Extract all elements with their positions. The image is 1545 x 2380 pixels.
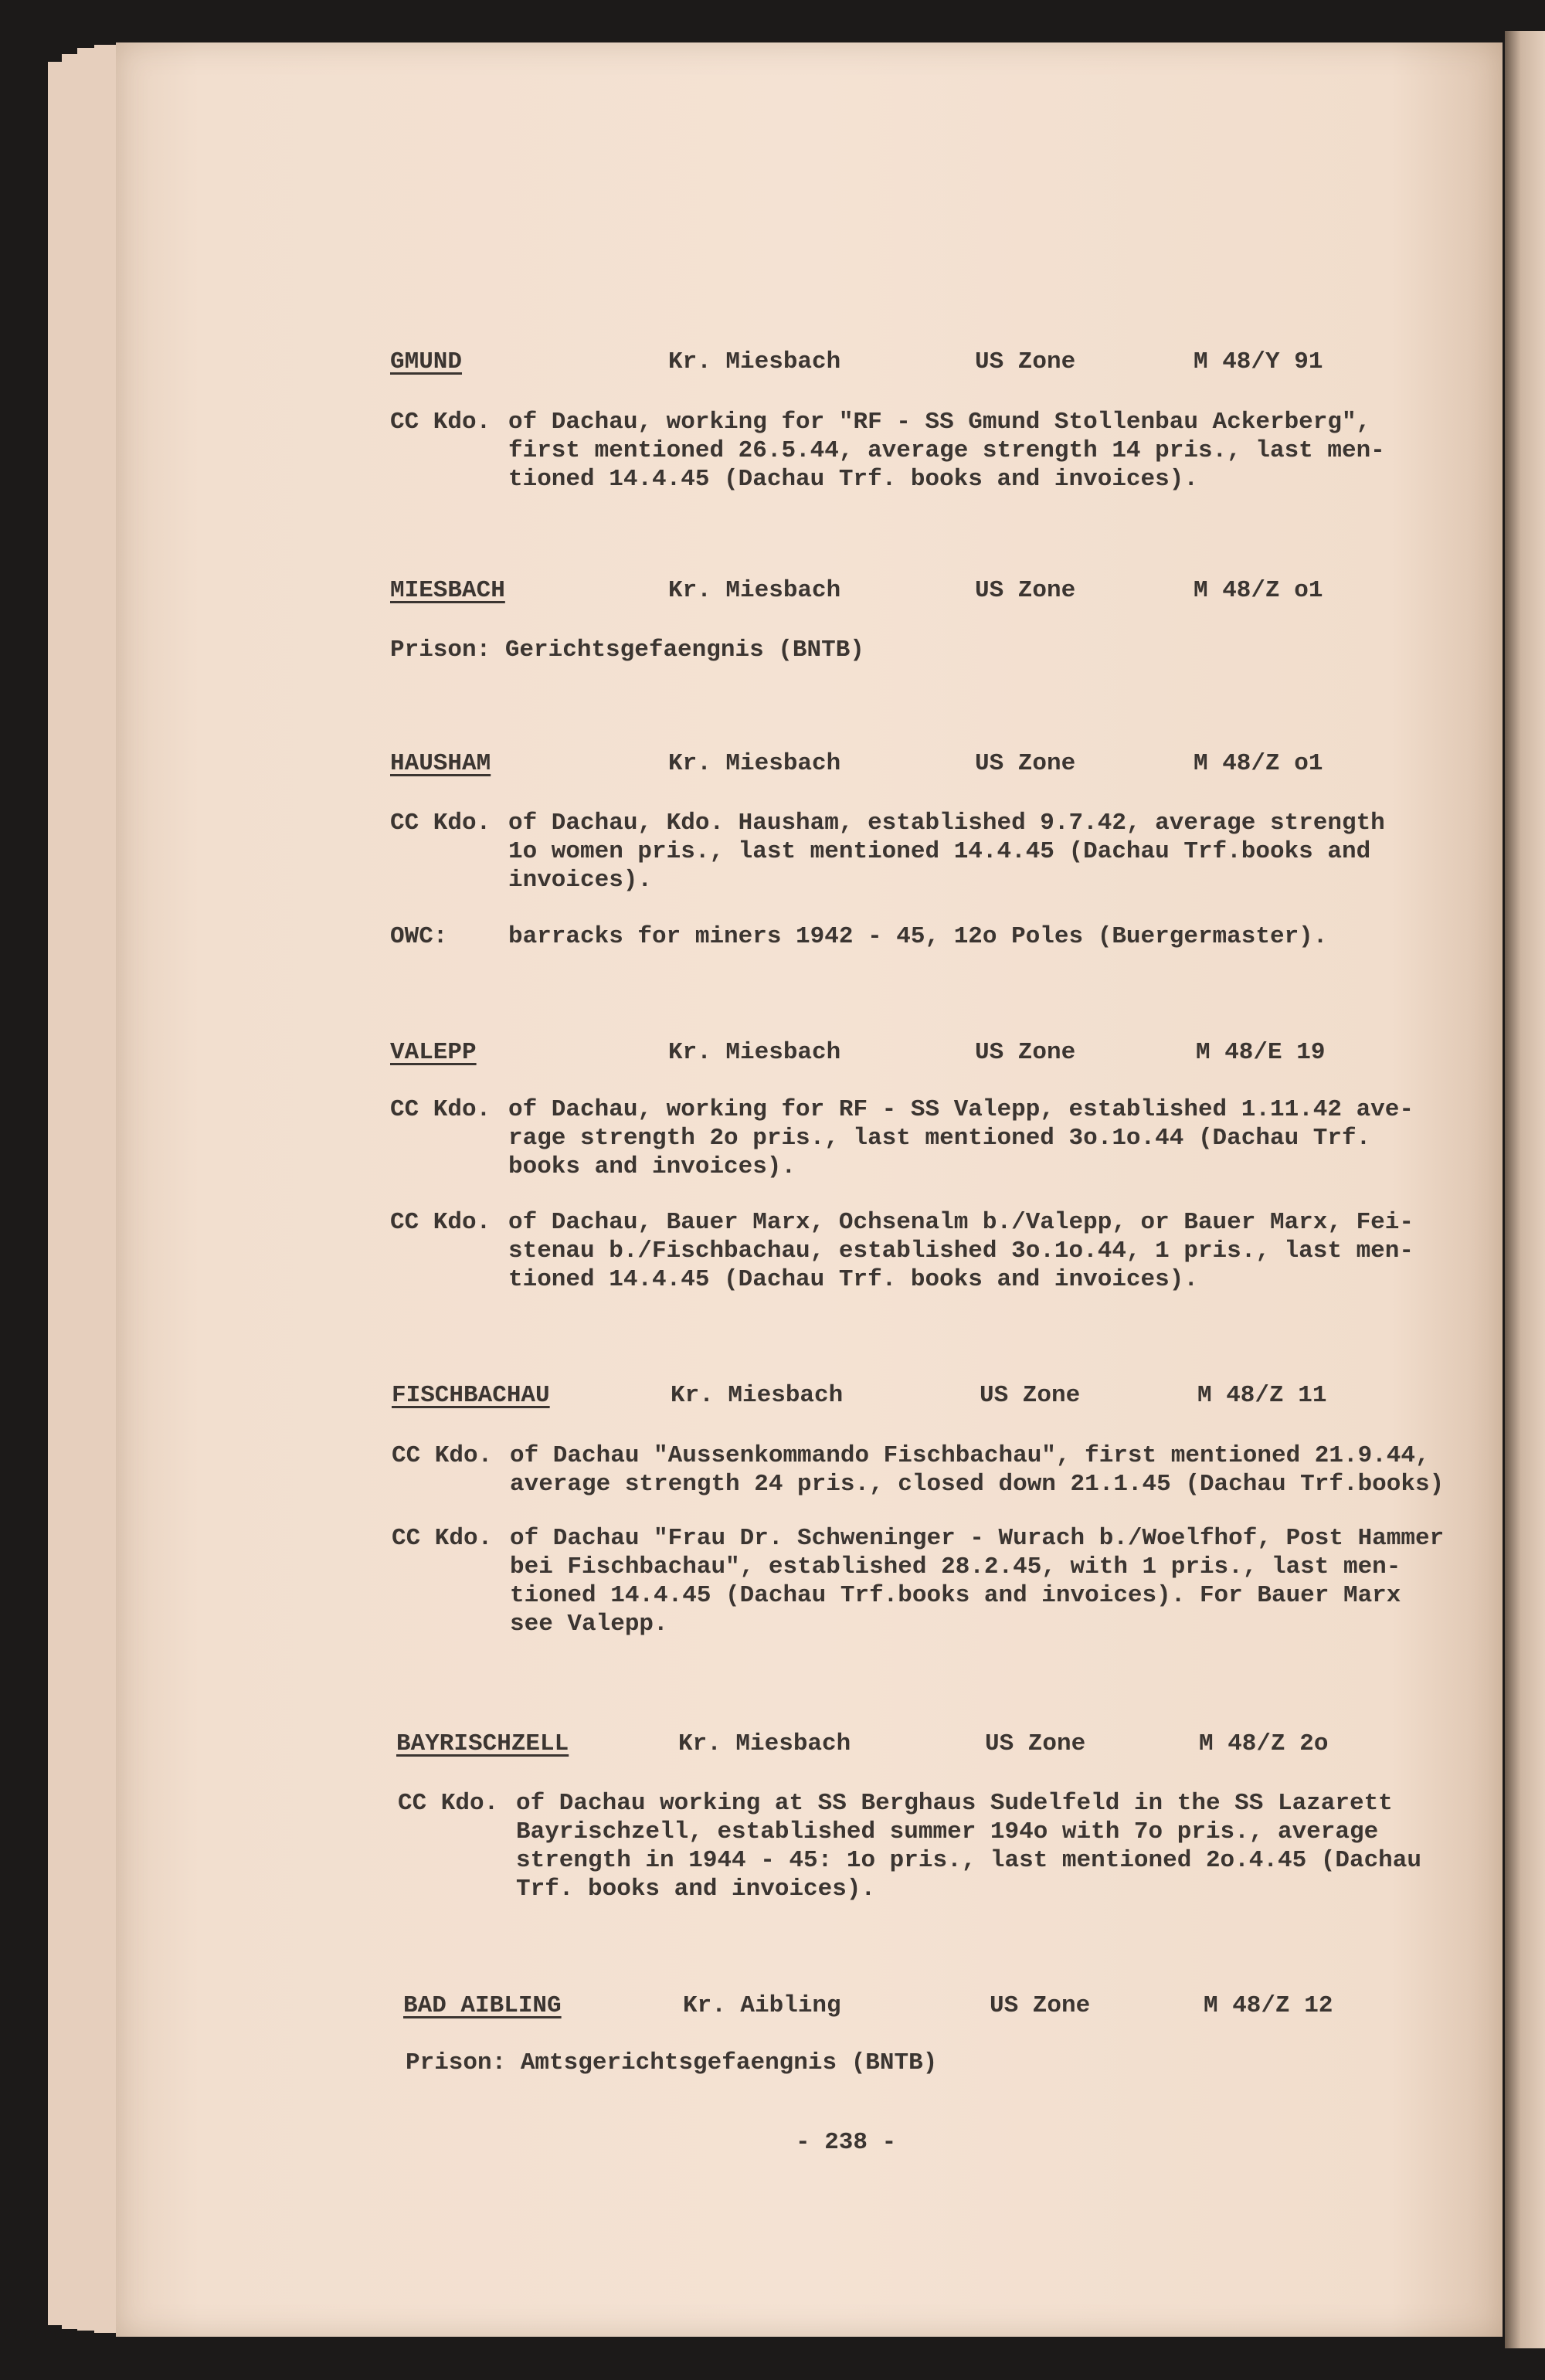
item-label: CC Kdo. xyxy=(392,1525,493,1552)
place-name: GMUND xyxy=(390,348,463,375)
text-line: invoices). xyxy=(508,867,653,894)
place-name: FISCHBACHAU xyxy=(392,1382,550,1409)
text-line: of Dachau "Frau Dr. Schweninger - Wurach b./Woelfhof, Post Hammer xyxy=(510,1525,1445,1552)
map-code: M 48/E 19 xyxy=(1196,1039,1326,1066)
text-line: average strength 24 pris., closed down 21.1.45 (Dachau Trf.books) xyxy=(510,1471,1445,1498)
district: Kr. Miesbach xyxy=(668,577,841,604)
item-label: CC Kdo. xyxy=(390,1209,491,1236)
zone: US Zone xyxy=(975,348,1076,375)
zone: US Zone xyxy=(985,1730,1086,1757)
map-code: M 48/Z 2o xyxy=(1199,1730,1329,1757)
text-line: strength in 1944 - 45: 1o pris., last mentioned 2o.4.45 (Dachau xyxy=(516,1847,1421,1874)
zone: US Zone xyxy=(975,577,1076,604)
text-line: of Dachau, working for RF - SS Valepp, established 1.11.42 ave- xyxy=(508,1096,1414,1123)
text-line: Bayrischzell, established summer 194o with 7o pris., average xyxy=(516,1818,1379,1845)
text-line: rage strength 2o pris., last mentioned 3o.1o.44 (Dachau Trf. xyxy=(508,1125,1371,1152)
text-line: 1o women pris., last mentioned 14.4.45 (Dachau Trf.books and xyxy=(508,838,1371,865)
item-label: CC Kdo. xyxy=(390,409,491,436)
text-line: see Valepp. xyxy=(510,1611,668,1638)
district: Kr. Miesbach xyxy=(668,750,841,777)
text-line: barracks for miners 1942 - 45, 12o Poles (Buergermaster). xyxy=(508,923,1328,950)
zone: US Zone xyxy=(975,750,1076,777)
text-line: of Dachau, working for "RF - SS Gmund Stollenbau Ackerberg", xyxy=(508,409,1371,436)
text-line: tioned 14.4.45 (Dachau Trf.books and invoices). For Bauer Marx xyxy=(510,1582,1401,1609)
place-name: HAUSHAM xyxy=(390,750,491,777)
text-line: bei Fischbachau", established 28.2.45, with 1 pris., last men- xyxy=(510,1553,1401,1580)
item-label: CC Kdo. xyxy=(398,1790,499,1817)
prison-line: Prison: Gerichtsgefaengnis (BNTB) xyxy=(390,637,864,664)
text-line: of Dachau, Bauer Marx, Ochsenalm b./Valepp, or Bauer Marx, Fei- xyxy=(508,1209,1414,1236)
text-line: Trf. books and invoices). xyxy=(516,1876,876,1903)
map-code: M 48/Z o1 xyxy=(1194,577,1323,604)
map-code: M 48/Z 12 xyxy=(1204,1992,1333,2019)
facing-page-edge xyxy=(1505,31,1545,2348)
zone: US Zone xyxy=(980,1382,1081,1409)
zone: US Zone xyxy=(975,1039,1076,1066)
place-name: BAYRISCHZELL xyxy=(396,1730,569,1757)
item-label: CC Kdo. xyxy=(390,1096,491,1123)
text-line: books and invoices). xyxy=(508,1153,796,1180)
text-line: first mentioned 26.5.44, average strength 14 pris., last men- xyxy=(508,437,1385,464)
district: Kr. Miesbach xyxy=(668,1039,841,1066)
district: Kr. Miesbach xyxy=(671,1382,844,1409)
map-code: M 48/Y 91 xyxy=(1194,348,1323,375)
page-number: - 238 - xyxy=(796,2129,897,2156)
text-line: of Dachau working at SS Berghaus Sudelfeld in the SS Lazarett xyxy=(516,1790,1393,1817)
text-line: tioned 14.4.45 (Dachau Trf. books and invoices). xyxy=(508,466,1198,493)
district: Kr. Miesbach xyxy=(668,348,841,375)
text-line: stenau b./Fischbachau, established 3o.1o.44, 1 pris., last men- xyxy=(508,1238,1414,1265)
item-label: CC Kdo. xyxy=(390,810,491,837)
map-code: M 48/Z o1 xyxy=(1194,750,1323,777)
text-line: tioned 14.4.45 (Dachau Trf. books and invoices). xyxy=(508,1266,1198,1293)
map-code: M 48/Z 11 xyxy=(1197,1382,1327,1409)
item-label: CC Kdo. xyxy=(392,1442,493,1469)
zone: US Zone xyxy=(990,1992,1091,2019)
place-name: VALEPP xyxy=(390,1039,477,1066)
place-name: MIESBACH xyxy=(390,577,505,604)
item-label: OWC: xyxy=(390,923,448,950)
district: Kr. Miesbach xyxy=(678,1730,851,1757)
text-line: of Dachau "Aussenkommando Fischbachau", first mentioned 21.9.44, xyxy=(510,1442,1430,1469)
district: Kr. Aibling xyxy=(683,1992,841,2019)
prison-line: Prison: Amtsgerichtsgefaengnis (BNTB) xyxy=(406,2049,938,2076)
place-name: BAD AIBLING xyxy=(403,1992,562,2019)
text-line: of Dachau, Kdo. Hausham, established 9.7.42, average strength xyxy=(508,810,1385,837)
